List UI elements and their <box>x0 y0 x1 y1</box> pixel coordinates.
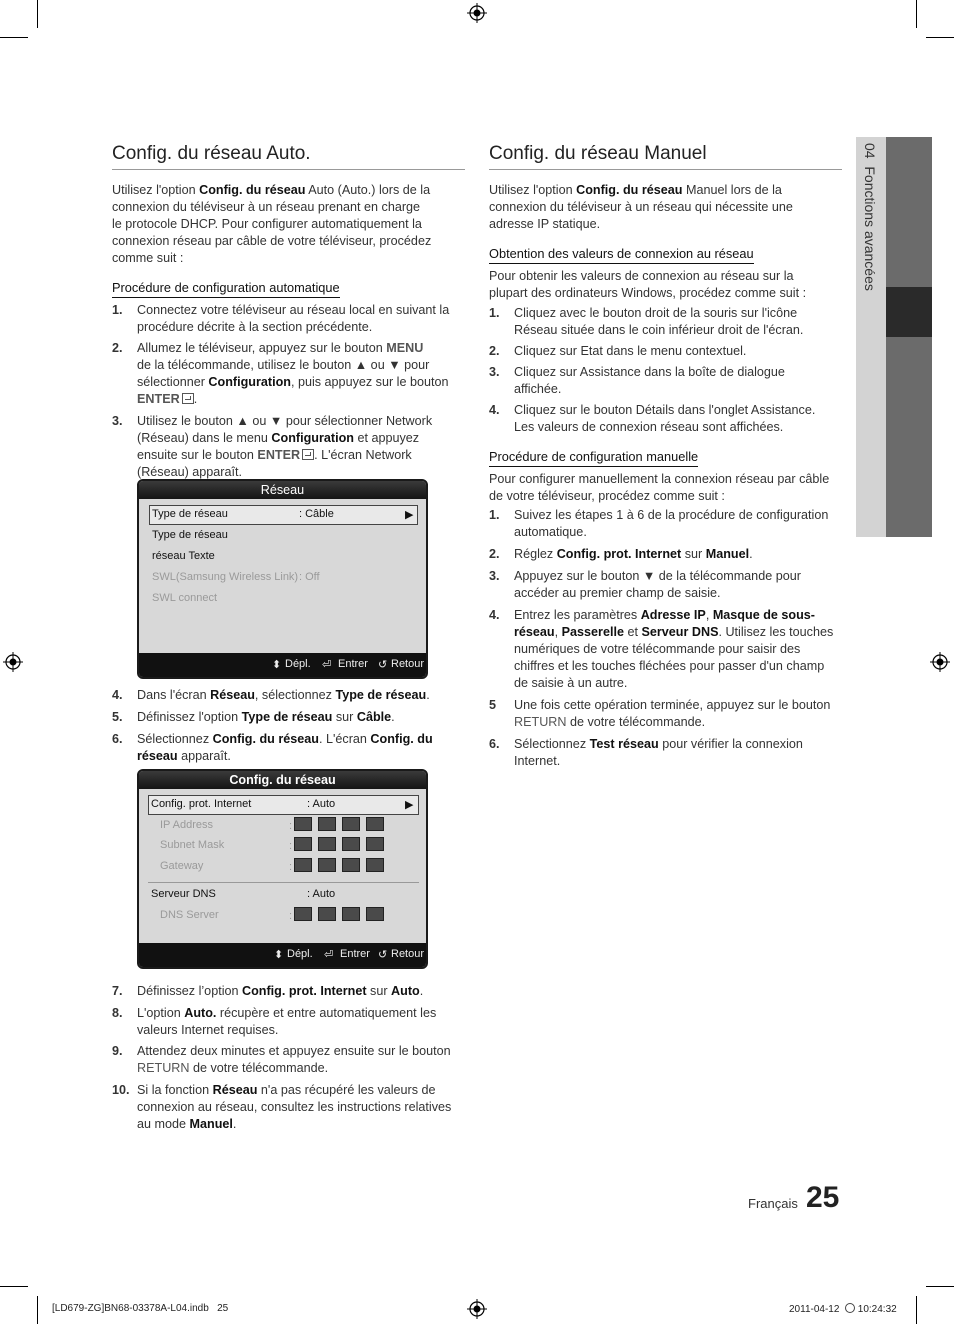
registration-mark-icon <box>467 3 487 23</box>
manual-step-2: 2. Réglez Config. prot. Internet sur Manuel. <box>489 547 753 561</box>
gateway-fields: : <box>289 858 390 873</box>
return-icon: ↺ <box>378 949 388 961</box>
gateway-label: Gateway <box>160 860 204 872</box>
crop-mark <box>926 37 954 38</box>
enter-icon: ⏎ <box>322 659 332 671</box>
language-label: Français <box>748 1196 798 1211</box>
left-subheading: Procédure de configuration automatique <box>112 279 340 298</box>
crop-mark <box>37 0 38 28</box>
internet-protocol-label: Config. prot. Internet <box>151 798 252 810</box>
ip-address-label: IP Address <box>160 819 213 831</box>
config-screen-title: Config. du réseau <box>139 771 426 789</box>
crop-mark <box>0 1286 28 1287</box>
crop-mark <box>916 0 917 28</box>
internet-protocol-value: : Auto <box>307 798 336 810</box>
dns-value: : Auto <box>307 888 336 900</box>
right-column <box>489 143 842 770</box>
step-1: 1. Connectez votre téléviseur au réseau local en suivant la procédure décrite à la section précédente. <box>112 303 450 334</box>
right-heading: Config. du réseau Manuel <box>489 143 842 170</box>
arrow-right-icon: ▶ <box>405 509 414 521</box>
crop-mark <box>916 1296 917 1324</box>
step-2: 2. Allumez le téléviseur, appuyez sur le bouton MENU de la télécommande, utilisez le bouton ▲ ou ▼ pour sélectionner Configuration, puis appuyez sur le bouton ENTER . <box>112 341 449 406</box>
footer-enter: Entrer <box>338 658 368 670</box>
menu-item-swl-connect: SWL connect <box>152 592 218 604</box>
footer-enter: Entrer <box>340 948 370 960</box>
step-3: 3. Utilisez le bouton ▲ ou ▼ pour sélectionner Network (Réseau) dans le menu Configuration et appuyez ensuite sur le bouton ENTER . L'écran Network (Réseau) apparaît. <box>112 414 433 479</box>
page-number: 25 <box>806 1181 840 1214</box>
move-icon: ⬍ <box>272 659 282 671</box>
menu-item[interactable]: réseau Texte <box>152 550 215 562</box>
screen-footer <box>139 943 426 967</box>
menu-item-swl: SWL(Samsung Wireless Link) <box>152 571 299 583</box>
obtain-step-1: 1. Cliquez avec le bouton droit de la souris sur l'icône Réseau située dans le coin inférieur droit de l'écran. <box>489 306 804 337</box>
subnet-mask-fields: : <box>289 837 390 852</box>
clock-icon <box>845 1303 855 1313</box>
dns-server-label: DNS Server <box>160 909 219 921</box>
network-screen-title: Réseau <box>139 481 426 499</box>
step-7: 7. Définissez l’option Config. prot. Internet sur Auto. <box>112 984 424 998</box>
registration-mark-icon <box>930 652 950 672</box>
manual-step-5: 5 Une fois cette opération terminée, appuyez sur le bouton RETURN de votre télécommande. <box>489 698 831 729</box>
step-5: 5. Définissez l'option Type de réseau sur Câble. <box>112 710 395 724</box>
print-date: 2011-04-12 10:24:32 <box>789 1304 897 1315</box>
right-sub2-text: Pour configurer manuellement la connexion réseau par câble de votre téléviseur, procédez comme suit : <box>489 472 830 503</box>
obtain-step-3: 3. Cliquez sur Assistance dans la boîte de dialogue affichée. <box>489 365 785 396</box>
print-file-info: [LD679-ZG]BN68-03378A-L04.indb 25 <box>52 1303 229 1314</box>
registration-mark-icon <box>3 652 23 672</box>
right-sub1-text: Pour obtenir les valeurs de connexion au réseau sur la plupart des ordinateurs Windows, procédez comme suit : <box>489 269 807 300</box>
step-4: 4. Dans l'écran Réseau, sélectionnez Type de réseau. <box>112 688 430 702</box>
manual-step-1: 1. Suivez les étapes 1 à 6 de la procédure de configuration automatique. <box>489 508 829 539</box>
left-column-bottom <box>112 983 465 1133</box>
subnet-mask-label: Subnet Mask <box>160 839 225 851</box>
dns-server-fields: : <box>289 907 390 922</box>
return-icon: ↺ <box>378 659 388 671</box>
manual-step-3: 3. Appuyez sur le bouton ▼ de la télécommande pour accéder au premier champ de saisie. <box>489 569 801 600</box>
enter-icon <box>302 449 314 460</box>
crop-mark <box>0 37 28 38</box>
obtain-step-2: 2. Cliquez sur Etat dans le menu contextuel. <box>489 344 747 358</box>
step-6: 6. Sélectionnez Config. du réseau. L'écran Config. du réseau apparaît. <box>112 732 433 763</box>
step-8: 8. L'option Auto. récupère et entre automatiquement les valeurs Internet requises. <box>112 1006 437 1037</box>
ip-address-fields: : <box>289 817 390 832</box>
side-tab-marker <box>886 287 932 337</box>
footer-move: Dépl. <box>285 658 311 670</box>
step-10: 10. Si la fonction Réseau n'a pas récupéré les valeurs de connexion au réseau, consultez les instructions relatives au mode Manuel. <box>112 1083 452 1131</box>
left-heading: Config. du réseau Auto. <box>112 143 465 170</box>
footer-return: Retour <box>391 948 425 960</box>
divider <box>148 882 419 883</box>
left-column <box>112 143 465 481</box>
manual-step-6: 6. Sélectionnez Test réseau pour vérifier la connexion Internet. <box>489 737 803 768</box>
network-type-label: Type de réseau <box>152 508 228 520</box>
left-intro: Utilisez l'option Config. du réseau Auto (Auto.) lors de la connexion du téléviseur à un réseau prenant en charge le protocole DHCP. Pour configurer automatiquement la connexion réseau par câble de votre téléviseur, procédez comme suit : <box>112 183 432 265</box>
side-tab-label: 04 Fonctions avancées <box>862 143 878 291</box>
network-screen <box>137 479 428 679</box>
crop-mark <box>926 1286 954 1287</box>
manual-step-4: 4. Entrez les paramètres Adresse IP, Masque de sous- réseau, Passerelle et Serveur DNS. Utilisez les touches numériques de votre télécommande pour saisir des chiffres et les touches fléchées pour passer d'un champ de saisie à un autre. <box>489 608 834 690</box>
obtain-step-4: 4. Cliquez sur le bouton Détails dans l'onglet Assistance. Les valeurs de connexion réseau sont affichées. <box>489 403 816 434</box>
menu-item-swl-value: : Off <box>299 571 320 583</box>
footer-return: Retour <box>391 658 425 670</box>
menu-item[interactable]: Type de réseau <box>152 529 228 541</box>
right-subheading-1: Obtention des valeurs de connexion au réseau <box>489 245 754 264</box>
registration-mark-icon <box>467 1299 487 1319</box>
arrow-right-icon: ▶ <box>405 799 414 811</box>
right-subheading-2: Procédure de configuration manuelle <box>489 448 698 467</box>
network-type-value: : Câble <box>299 508 334 520</box>
step-9: 9. Attendez deux minutes et appuyez ensuite sur le bouton RETURN de votre télécommande. <box>112 1044 451 1075</box>
enter-icon <box>182 393 194 404</box>
side-tab-dark <box>886 137 932 537</box>
enter-icon: ⏎ <box>324 949 334 961</box>
move-icon: ⬍ <box>274 949 284 961</box>
left-column-mid <box>112 687 465 765</box>
footer-move: Dépl. <box>287 948 313 960</box>
screen-footer <box>139 653 426 677</box>
network-config-screen <box>137 769 428 969</box>
dns-label[interactable]: Serveur DNS <box>151 888 216 900</box>
crop-mark <box>37 1296 38 1324</box>
right-intro: Utilisez l'option Config. du réseau Manuel lors de la connexion du téléviseur à un réseau qui nécessite une adresse IP statique. <box>489 183 793 231</box>
